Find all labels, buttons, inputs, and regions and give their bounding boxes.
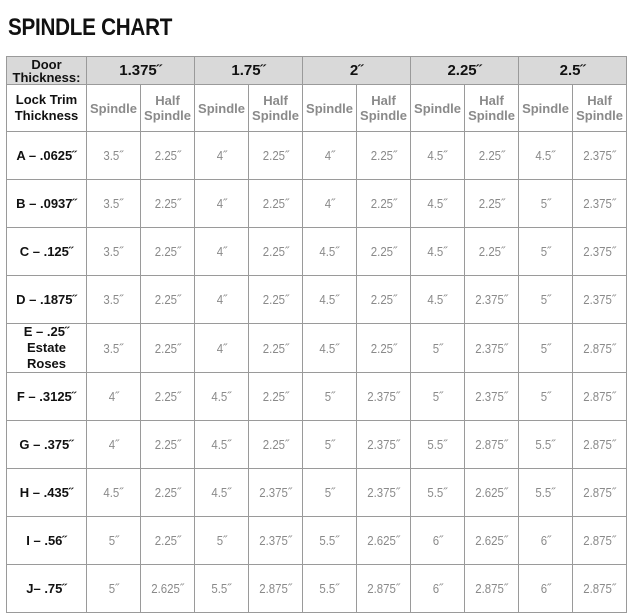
half-spindle-value-cell xyxy=(465,276,519,324)
cell-value: 5˝ xyxy=(540,389,551,404)
row-label-text: I – .56˝ xyxy=(26,532,67,548)
table-row xyxy=(7,180,627,228)
cell-value: 5.5˝ xyxy=(427,485,448,500)
spindle-value-cell xyxy=(519,228,573,276)
cell-value: 4.5˝ xyxy=(427,148,448,163)
cell-value: 2.375˝ xyxy=(583,292,616,307)
cell-value: 2.375˝ xyxy=(475,292,508,307)
cell-value: 2.375˝ xyxy=(259,533,292,548)
lock-trim-row-label xyxy=(7,421,87,469)
cell-value: 2.25˝ xyxy=(154,196,181,211)
spindle-value-cell xyxy=(87,469,141,517)
spindle-value-cell xyxy=(519,276,573,324)
row-label-text: B – .0937˝ xyxy=(16,195,77,211)
half-spindle-value-cell xyxy=(357,180,411,228)
spindle-col-header: Spindle xyxy=(519,85,573,132)
cell-value: 2.25˝ xyxy=(154,389,181,404)
spindle-col-header: Spindle xyxy=(303,85,357,132)
table-row xyxy=(7,565,627,613)
half-spindle-value-cell xyxy=(573,469,627,517)
spindle-value-cell xyxy=(411,324,465,373)
half-spindle-value-cell xyxy=(573,276,627,324)
half-spindle-value-cell xyxy=(249,469,303,517)
cell-value: 2.875˝ xyxy=(583,533,616,548)
cell-value: 5˝ xyxy=(324,437,335,452)
cell-value: 3.5˝ xyxy=(103,244,124,259)
half-spindle-value-cell xyxy=(249,276,303,324)
spindle-value-cell xyxy=(87,517,141,565)
cell-value: 3.5˝ xyxy=(103,292,124,307)
cell-value: 2.375˝ xyxy=(259,485,292,500)
half-spindle-value-cell xyxy=(357,373,411,421)
spindle-value-cell xyxy=(303,421,357,469)
row-label-text: F – .3125˝ xyxy=(16,388,77,404)
cell-value: 2.25˝ xyxy=(154,244,181,259)
cell-value: 2.875˝ xyxy=(475,581,508,596)
spindle-value-cell xyxy=(303,565,357,613)
cell-value: 4.5˝ xyxy=(103,485,124,500)
cell-value: 4˝ xyxy=(216,244,227,259)
cell-value: 2.375˝ xyxy=(367,485,400,500)
door-thickness-col: 2.25˝ xyxy=(411,57,519,85)
spindle-value-cell xyxy=(87,373,141,421)
cell-value: 2.25˝ xyxy=(478,244,505,259)
half-spindle-value-cell xyxy=(357,228,411,276)
cell-value: 4˝ xyxy=(216,148,227,163)
spindle-col-header: Spindle xyxy=(411,85,465,132)
cell-value: 2.25˝ xyxy=(370,196,397,211)
half-spindle-value-cell xyxy=(357,421,411,469)
table-row xyxy=(7,517,627,565)
spindle-value-cell xyxy=(195,276,249,324)
cell-value: 5.5˝ xyxy=(211,581,232,596)
cell-value: 4˝ xyxy=(216,340,227,356)
lock-trim-row-label xyxy=(7,373,87,421)
row-label-text: J– .75˝ xyxy=(26,580,67,596)
cell-value: 6˝ xyxy=(540,581,551,596)
spindle-value-cell xyxy=(411,469,465,517)
half-spindle-value-cell xyxy=(249,132,303,180)
cell-value: 5˝ xyxy=(432,389,443,404)
half-spindle-value-cell xyxy=(141,373,195,421)
half-spindle-value-cell xyxy=(573,324,627,373)
lock-trim-row-label xyxy=(7,132,87,180)
half-spindle-value-cell xyxy=(465,517,519,565)
spindle-value-cell xyxy=(87,324,141,373)
cell-value: 2.875˝ xyxy=(583,485,616,500)
cell-value: 2.25˝ xyxy=(370,244,397,259)
cell-value: 6˝ xyxy=(432,581,443,596)
cell-value: 2.25˝ xyxy=(154,148,181,163)
lock-trim-row-label xyxy=(7,276,87,324)
half-spindle-value-cell xyxy=(141,276,195,324)
half-spindle-value-cell xyxy=(465,421,519,469)
spindle-value-cell xyxy=(87,421,141,469)
cell-value: 4˝ xyxy=(108,437,119,452)
spindle-value-cell xyxy=(195,180,249,228)
cell-value: 5˝ xyxy=(540,292,551,307)
cell-value: 2.875˝ xyxy=(259,581,292,596)
door-thickness-col: 1.375˝ xyxy=(87,57,195,85)
half-spindle-value-cell xyxy=(465,228,519,276)
spindle-value-cell xyxy=(519,373,573,421)
cell-value: 5˝ xyxy=(540,196,551,211)
half-spindle-value-cell xyxy=(573,517,627,565)
lock-trim-row-label xyxy=(7,324,87,373)
cell-value: 2.25˝ xyxy=(154,485,181,500)
spindle-value-cell xyxy=(303,517,357,565)
half-spindle-value-cell xyxy=(249,421,303,469)
cell-value: 2.875˝ xyxy=(583,389,616,404)
half-spindle-value-cell xyxy=(249,565,303,613)
spindle-value-cell xyxy=(195,132,249,180)
cell-value: 5˝ xyxy=(108,581,119,596)
cell-value: 5˝ xyxy=(216,533,227,548)
cell-value: 6˝ xyxy=(432,533,443,548)
spindle-value-cell xyxy=(303,276,357,324)
spindle-value-cell xyxy=(519,180,573,228)
cell-value: 4˝ xyxy=(216,292,227,307)
spindle-value-cell xyxy=(303,132,357,180)
spindle-table xyxy=(6,56,627,613)
half-spindle-value-cell xyxy=(249,373,303,421)
cell-value: 4.5˝ xyxy=(319,292,340,307)
cell-value: 2.25˝ xyxy=(262,196,289,211)
row-label-text: A – .0625˝ xyxy=(16,147,77,163)
spindle-value-cell xyxy=(303,469,357,517)
spindle-value-cell xyxy=(195,228,249,276)
spindle-value-cell xyxy=(87,276,141,324)
spindle-value-cell xyxy=(519,565,573,613)
door-thickness-col: 2.5˝ xyxy=(519,57,627,85)
spindle-value-cell xyxy=(195,324,249,373)
half-spindle-value-cell xyxy=(465,132,519,180)
cell-value: 5˝ xyxy=(108,533,119,548)
half-spindle-value-cell xyxy=(141,517,195,565)
cell-value: 2.25˝ xyxy=(262,437,289,452)
spindle-value-cell xyxy=(87,228,141,276)
spindle-value-cell xyxy=(195,517,249,565)
cell-value: 2.875˝ xyxy=(583,437,616,452)
cell-value: 2.25˝ xyxy=(262,340,289,356)
table-row xyxy=(7,324,627,373)
cell-value: 5.5˝ xyxy=(535,437,556,452)
half-spindle-value-cell xyxy=(141,421,195,469)
half-spindle-value-cell xyxy=(465,180,519,228)
spindle-value-cell xyxy=(519,517,573,565)
lock-trim-row-label xyxy=(7,469,87,517)
cell-value: 2.375˝ xyxy=(367,437,400,452)
half-spindle-value-cell xyxy=(465,324,519,373)
cell-value: 4˝ xyxy=(108,389,119,404)
cell-value: 5˝ xyxy=(540,340,551,356)
cell-value: 4.5˝ xyxy=(535,148,556,163)
spindle-value-cell xyxy=(411,180,465,228)
cell-value: 4.5˝ xyxy=(427,292,448,307)
cell-value: 4˝ xyxy=(324,196,335,211)
cell-value: 3.5˝ xyxy=(103,148,124,163)
spindle-value-cell xyxy=(519,421,573,469)
table-body xyxy=(7,132,627,613)
half-spindle-col-header: Half Spindle xyxy=(249,85,303,132)
spindle-value-cell xyxy=(87,132,141,180)
half-spindle-col-header: Half Spindle xyxy=(573,85,627,132)
cell-value: 2.375˝ xyxy=(583,244,616,259)
half-spindle-value-cell xyxy=(141,565,195,613)
cell-value: 2.25˝ xyxy=(478,196,505,211)
spindle-type-header-row xyxy=(7,85,627,132)
cell-value: 4.5˝ xyxy=(211,485,232,500)
spindle-value-cell xyxy=(195,469,249,517)
cell-value: 2.25˝ xyxy=(262,244,289,259)
cell-value: 2.25˝ xyxy=(370,340,397,356)
cell-value: 5.5˝ xyxy=(319,533,340,548)
cell-value: 2.25˝ xyxy=(154,340,181,356)
cell-value: 5.5˝ xyxy=(319,581,340,596)
door-thickness-header-row xyxy=(7,57,627,85)
cell-value: 5˝ xyxy=(324,389,335,404)
half-spindle-value-cell xyxy=(141,132,195,180)
half-spindle-col-header: Half Spindle xyxy=(141,85,195,132)
spindle-value-cell xyxy=(87,565,141,613)
spindle-value-cell xyxy=(411,421,465,469)
half-spindle-value-cell xyxy=(357,517,411,565)
cell-value: 4.5˝ xyxy=(319,340,340,356)
spindle-value-cell xyxy=(519,324,573,373)
cell-value: 4.5˝ xyxy=(319,244,340,259)
door-thickness-col: 1.75˝ xyxy=(195,57,303,85)
cell-value: 2.25˝ xyxy=(154,292,181,307)
row-label-text: G – .375˝ xyxy=(19,436,74,452)
cell-value: 3.5˝ xyxy=(103,340,124,356)
half-spindle-value-cell xyxy=(141,180,195,228)
cell-value: 2.25˝ xyxy=(154,437,181,452)
cell-value: 2.875˝ xyxy=(475,437,508,452)
spindle-value-cell xyxy=(195,565,249,613)
half-spindle-value-cell xyxy=(357,469,411,517)
spindle-value-cell xyxy=(303,373,357,421)
half-spindle-value-cell xyxy=(357,132,411,180)
half-spindle-value-cell xyxy=(573,421,627,469)
lock-trim-thickness-label: Lock Trim Thickness xyxy=(7,85,87,132)
half-spindle-value-cell xyxy=(141,324,195,373)
cell-value: 2.625˝ xyxy=(475,533,508,548)
half-spindle-value-cell xyxy=(357,324,411,373)
cell-value: 5˝ xyxy=(432,340,443,356)
cell-value: 2.875˝ xyxy=(583,340,616,356)
half-spindle-value-cell xyxy=(573,228,627,276)
half-spindle-value-cell xyxy=(573,373,627,421)
cell-value: 4.5˝ xyxy=(427,244,448,259)
half-spindle-value-cell xyxy=(249,324,303,373)
half-spindle-value-cell xyxy=(357,565,411,613)
spindle-value-cell xyxy=(411,517,465,565)
half-spindle-value-cell xyxy=(465,469,519,517)
cell-value: 2.375˝ xyxy=(583,148,616,163)
spindle-value-cell xyxy=(411,373,465,421)
door-thickness-col: 2˝ xyxy=(303,57,411,85)
row-label-text: D – .1875˝ xyxy=(16,291,77,307)
spindle-value-cell xyxy=(519,132,573,180)
row-label-text: C – .125˝ xyxy=(19,243,74,259)
spindle-value-cell xyxy=(303,324,357,373)
table-row xyxy=(7,421,627,469)
spindle-col-header: Spindle xyxy=(87,85,141,132)
half-spindle-value-cell xyxy=(573,180,627,228)
spindle-value-cell xyxy=(87,180,141,228)
spindle-value-cell xyxy=(303,180,357,228)
door-thickness-label: Door Thickness: xyxy=(7,57,87,85)
spindle-value-cell xyxy=(303,228,357,276)
half-spindle-value-cell xyxy=(465,373,519,421)
cell-value: 2.25˝ xyxy=(262,148,289,163)
half-spindle-value-cell xyxy=(249,517,303,565)
table-row xyxy=(7,132,627,180)
half-spindle-value-cell xyxy=(573,132,627,180)
table-row xyxy=(7,469,627,517)
cell-value: 2.625˝ xyxy=(475,485,508,500)
spindle-value-cell xyxy=(411,228,465,276)
cell-value: 2.25˝ xyxy=(370,292,397,307)
cell-value: 5.5˝ xyxy=(427,437,448,452)
cell-value: 2.875˝ xyxy=(367,581,400,596)
cell-value: 4˝ xyxy=(324,148,335,163)
half-spindle-value-cell xyxy=(141,228,195,276)
spindle-value-cell xyxy=(411,565,465,613)
spindle-value-cell xyxy=(519,469,573,517)
cell-value: 4.5˝ xyxy=(211,437,232,452)
cell-value: 2.625˝ xyxy=(367,533,400,548)
lock-trim-row-label xyxy=(7,517,87,565)
spindle-value-cell xyxy=(411,276,465,324)
lock-trim-row-label xyxy=(7,565,87,613)
lock-trim-row-label xyxy=(7,180,87,228)
table-row xyxy=(7,228,627,276)
half-spindle-value-cell xyxy=(573,565,627,613)
table-row xyxy=(7,373,627,421)
spindle-value-cell xyxy=(195,421,249,469)
spindle-value-cell xyxy=(411,132,465,180)
half-spindle-col-header: Half Spindle xyxy=(465,85,519,132)
spindle-col-header: Spindle xyxy=(195,85,249,132)
page-title: SPINDLE CHART xyxy=(8,14,173,41)
cell-value: 2.25˝ xyxy=(478,148,505,163)
row-label-text: E – .25˝ xyxy=(23,324,70,339)
cell-value: 2.375˝ xyxy=(475,389,508,404)
row-label-text: H – .435˝ xyxy=(19,484,74,500)
cell-value: 2.375˝ xyxy=(475,340,508,356)
cell-value: 3.5˝ xyxy=(103,196,124,211)
cell-value: 2.375˝ xyxy=(583,196,616,211)
spindle-value-cell xyxy=(195,373,249,421)
cell-value: 2.25˝ xyxy=(262,389,289,404)
cell-value: 2.875˝ xyxy=(583,581,616,596)
cell-value: 6˝ xyxy=(540,533,551,548)
cell-value: 5.5˝ xyxy=(535,485,556,500)
cell-value: 2.375˝ xyxy=(367,389,400,404)
table-row xyxy=(7,276,627,324)
half-spindle-value-cell xyxy=(249,180,303,228)
half-spindle-value-cell xyxy=(249,228,303,276)
cell-value: 4.5˝ xyxy=(211,389,232,404)
cell-value: 2.625˝ xyxy=(151,581,184,596)
lock-trim-row-label xyxy=(7,228,87,276)
cell-value: 4˝ xyxy=(216,196,227,211)
row-sublabel-text: Estate Roses xyxy=(26,340,67,371)
half-spindle-value-cell xyxy=(357,276,411,324)
cell-value: 2.25˝ xyxy=(262,292,289,307)
cell-value: 5˝ xyxy=(540,244,551,259)
cell-value: 4.5˝ xyxy=(427,196,448,211)
half-spindle-col-header: Half Spindle xyxy=(357,85,411,132)
cell-value: 2.25˝ xyxy=(154,533,181,548)
half-spindle-value-cell xyxy=(141,469,195,517)
cell-value: 5˝ xyxy=(324,485,335,500)
cell-value: 2.25˝ xyxy=(370,148,397,163)
half-spindle-value-cell xyxy=(465,565,519,613)
